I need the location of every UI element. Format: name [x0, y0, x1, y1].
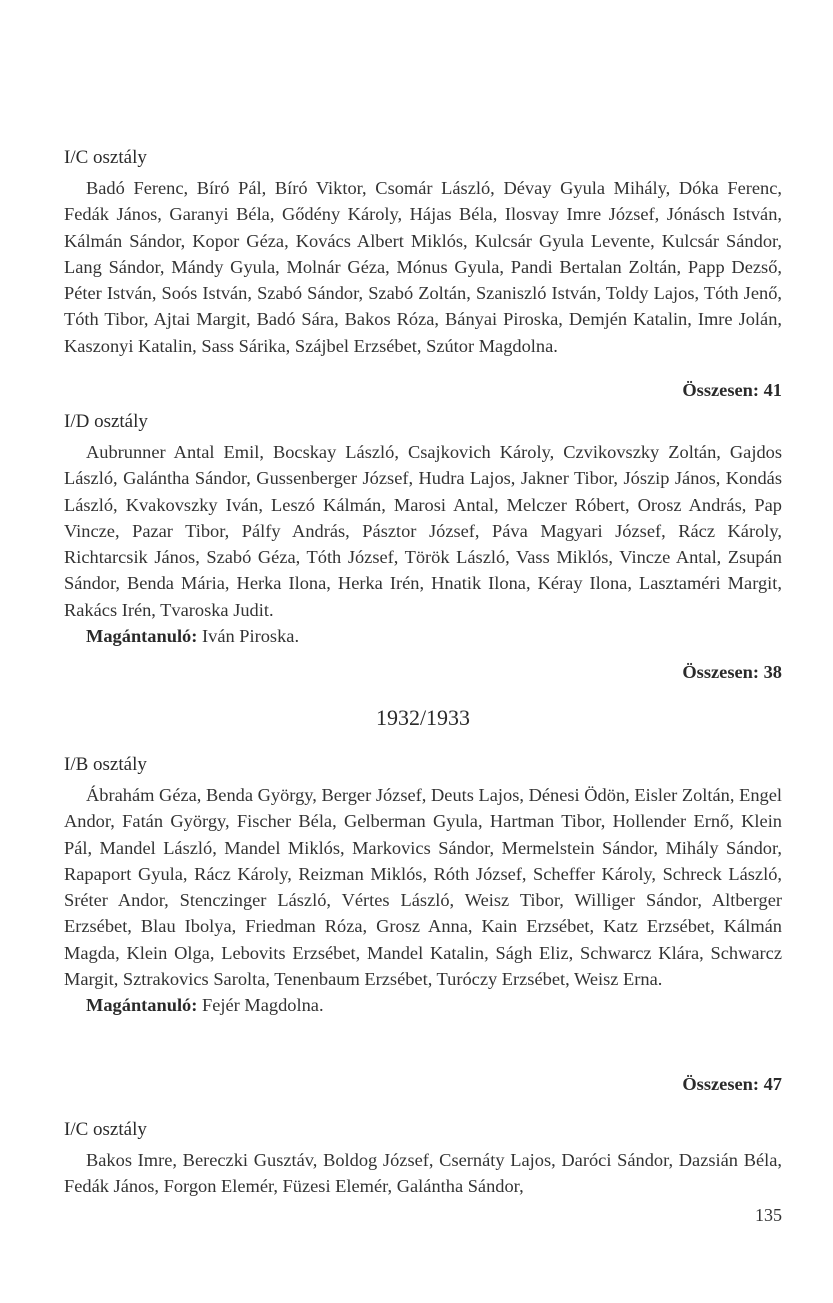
class-section-id — [64, 410, 782, 649]
total-value: 41 — [763, 380, 782, 400]
total-value: 38 — [763, 662, 782, 682]
class-section-ic-1 — [64, 146, 782, 359]
total-label: Összesen: — [682, 1074, 759, 1094]
school-year-title: 1932/1933 — [375, 705, 471, 730]
total-value: 47 — [763, 1074, 782, 1094]
class-total — [682, 1072, 782, 1096]
student-list: Bakos Imre, Bereczki Gusztáv, Boldog József, Csernáty Lajos, Daróci Sándor, Dazsián Béla, Fedák János, Forgon Elemér, Füzesi Elemér, Galántha Sándor, — [64, 1150, 782, 1197]
private-label: Magántanuló: — [86, 626, 198, 647]
class-total — [682, 660, 782, 684]
total-label: Összesen: — [682, 380, 759, 400]
private-name: Iván Piroska. — [202, 626, 300, 647]
page-number: 135 — [755, 1205, 782, 1225]
class-total — [682, 378, 782, 402]
private-student — [64, 992, 782, 1018]
student-list: Aubrunner Antal Emil, Bocskay László, Csajkovich Károly, Czvikovszky Zoltán, Gajdos László, Galántha Sándor, Gussenberger József, Hudra Lajos, Jakner Tibor, Jószip János, Kondás László, Kvakovszky Iván, Leszó Kálmán, Marosi Antal, Melczer Róbert, Orosz András, Pap Vincze, Pazar Tibor, Pálfy András, Pásztor József, Páva Magyari József, Rácz Károly, Richtarcsik János, Szabó Géza, Tóth József, Török László, Vass Miklós, Vincze Antal, Zsupán Sándor, Benda Mária, Herka Ilona, Herka Irén, Hnatik Ilona, Kéray Ilona, Lasztaméri Margit, Rakács Irén, Tvaroska Judit. — [64, 442, 782, 620]
private-name: Fejér Magdolna. — [202, 995, 324, 1016]
class-section-ic-2 — [64, 1118, 782, 1200]
document-page — [64, 0, 782, 1303]
class-heading: I/C osztály — [64, 147, 147, 168]
class-section-ib — [64, 753, 782, 1018]
private-student — [64, 623, 782, 649]
class-heading: I/B osztály — [64, 754, 147, 775]
class-heading: I/C osztály — [64, 1119, 147, 1140]
student-list: Ábrahám Géza, Benda György, Berger József, Deuts Lajos, Dénesi Ödön, Eisler Zoltán, Engel Andor, Fatán György, Fischer Béla, Gelberman Gyula, Hartman Tibor, Hollender Ernő, Klein Pál, Mandel László, Mandel Miklós, Markovics Sándor, Mermelstein Sándor, Mihály Sándor, Rapaport Gyula, Rácz Károly, Reizman Miklós, Róth József, Scheffer Károly, Schreck László, Sréter Andor, Stenczinger László, Vértes László, Weisz Tibor, Williger Sándor, Altberger Erzsébet, Blau Ibolya, Friedman Róza, Grosz Anna, Kain Erzsébet, Katz Erzsébet, Kálmán Magda, Klein Olga, Lebovits Erzsébet, Mandel Katalin, Ságh Eliz, Schwarcz Klára, Schwarcz Margit, Sztrakovics Sarolta, Tenenbaum Erzsébet, Turóczy Erzsébet, Weisz Erna. — [64, 785, 782, 990]
student-list: Badó Ferenc, Bíró Pál, Bíró Viktor, Csomár László, Dévay Gyula Mihály, Dóka Ferenc, Fedák János, Garanyi Béla, Gődény Károly, Hájas Béla, Ilosvay Imre József, Jónásch István, Kálmán Sándor, Kopor Géza, Kovács Albert Miklós, Kulcsár Gyula Levente, Kulcsár Sándor, Lang Sándor, Mándy Gyula, Molnár Géza, Mónus Gyula, Pandi Bertalan Zoltán, Papp Dezső, Péter István, Soós István, Szabó Sándor, Szabó Zoltán, Szaniszló István, Toldy Lajos, Tóth Jenő, Tóth Tibor, Ajtai Margit, Badó Sára, Bakos Róza, Bányai Piroska, Demjén Katalin, Imre Jolán, Kaszonyi Katalin, Sass Sárika, Szájbel Erzsébet, Szútor Magdolna. — [64, 178, 782, 356]
total-label: Összesen: — [682, 662, 759, 682]
private-label: Magántanuló: — [86, 995, 198, 1016]
class-heading: I/D osztály — [64, 411, 148, 432]
